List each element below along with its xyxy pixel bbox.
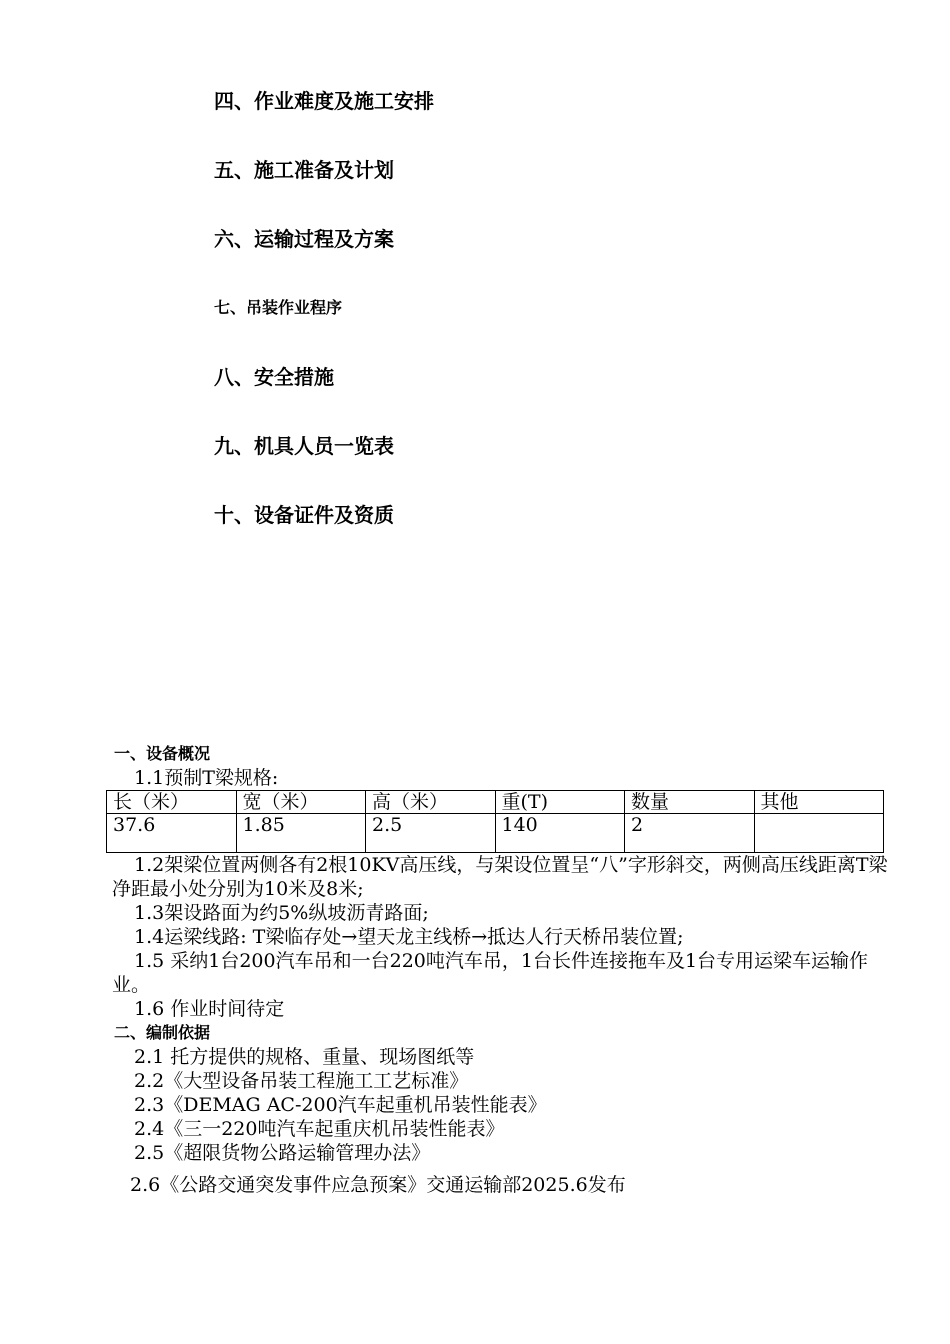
table-header-cell: 重(T) (495, 791, 625, 814)
toc-item: 八、安全措施 (214, 365, 334, 389)
table-header-cell: 其他 (754, 791, 884, 814)
paragraph: 1.4运梁线路: T梁临存处→望天龙主线桥→抵达人行天桥吊装位置; (134, 926, 684, 948)
reference-item: 2.4《三一220吨汽车起重庆机吊装性能表》 (134, 1118, 505, 1140)
toc-item: 九、机具人员一览表 (214, 434, 394, 458)
toc-item: 五、施工准备及计划 (214, 158, 394, 182)
toc-item: 四、作业难度及施工安排 (214, 89, 434, 113)
document-body (112, 742, 892, 1197)
toc-item: 七、吊装作业程序 (214, 298, 343, 317)
table-row (107, 814, 884, 853)
paragraph: 1.5 采纳1台200汽车吊和一台220吨汽车吊，1台长件连接拖车及1台专用运梁车运输作业。 (112, 950, 869, 996)
reference-item: 2.3《DEMAG AC-200汽车起重机吊装性能表》 (134, 1094, 547, 1116)
reference-item: 2.2《大型设备吊装工程施工工艺标准》 (134, 1070, 469, 1092)
table-cell: 140 (495, 814, 625, 853)
reference-item: 2.6《公路交通突发事件应急预案》交通运输部2025.6发布 (130, 1174, 626, 1196)
table-header-cell: 长（米） (107, 791, 237, 814)
table-header-cell: 宽（米） (236, 791, 366, 814)
section-heading: 一、设备概况 (114, 744, 211, 763)
spec-table (106, 790, 884, 853)
table-header-cell: 数量 (625, 791, 755, 814)
section-heading: 二、编制依据 (114, 1023, 211, 1042)
table-cell: 2.5 (366, 814, 496, 853)
paragraph: 1.3架设路面为约5%纵坡沥青路面; (134, 902, 429, 924)
table-of-contents (214, 86, 434, 569)
table-header-cell: 高（米） (366, 791, 496, 814)
toc-item: 十、设备证件及资质 (214, 503, 394, 527)
table-cell (754, 814, 884, 853)
reference-item: 2.5《超限货物公路运输管理办法》 (134, 1142, 431, 1164)
paragraph: 1.2架梁位置两侧各有2根10KV高压线，与架设位置呈“八”字形斜交，两侧高压线距离T梁净距最小处分别为10米及8米; (112, 854, 888, 900)
table-cell: 1.85 (236, 814, 366, 853)
paragraph: 1.1预制T梁规格: (134, 767, 279, 789)
toc-item: 六、运输过程及方案 (214, 227, 394, 251)
reference-item: 2.1 托方提供的规格、重量、现场图纸等 (134, 1046, 475, 1068)
table-cell: 37.6 (107, 814, 237, 853)
paragraph: 1.6 作业时间待定 (134, 998, 285, 1020)
table-cell: 2 (625, 814, 755, 853)
table-header-row (107, 791, 884, 814)
